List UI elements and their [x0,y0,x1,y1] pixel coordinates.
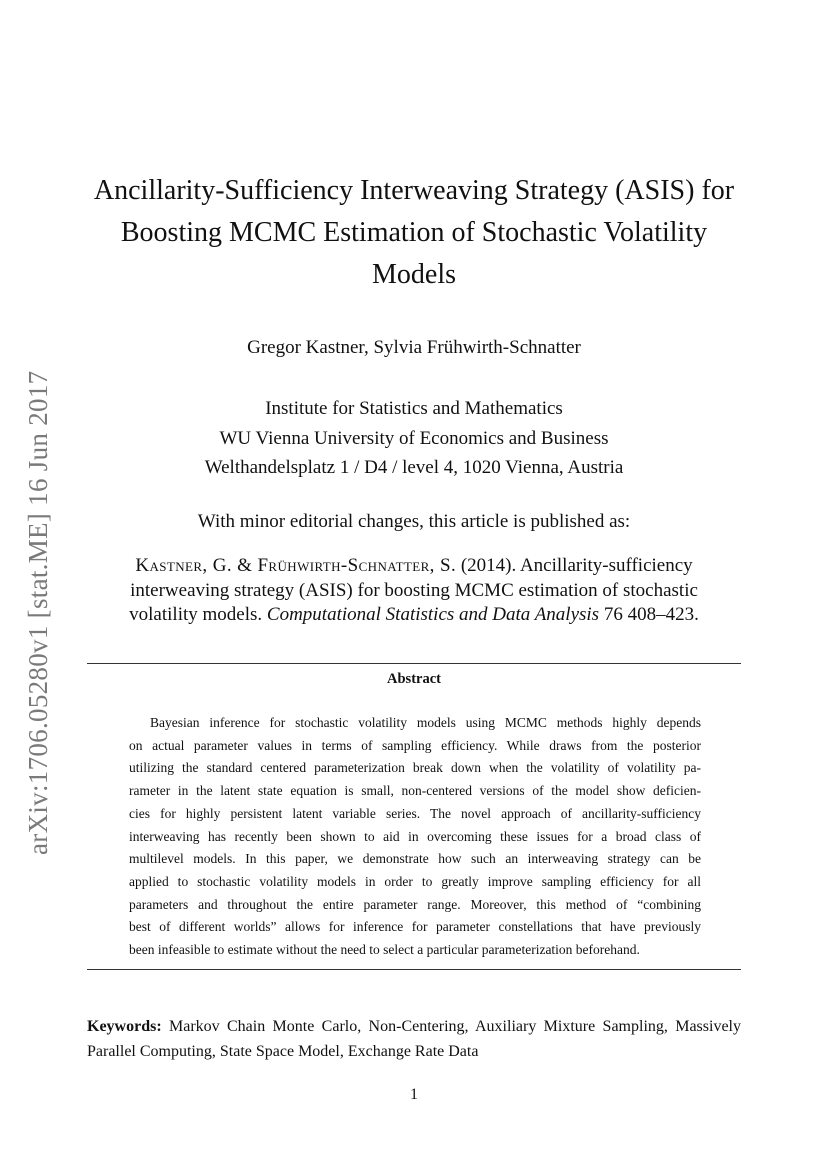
paper-title [80,170,748,296]
keywords-line-1 [87,1015,741,1040]
abstract-bottom-rule [87,969,741,970]
abstract-top-rule [87,663,741,664]
keywords-list-start: Markov Chain Monte Carlo, Non-Centering, Auxiliary Mixture Sampling, Massively [161,1018,741,1035]
abstract-line: interweaving has recently been shown to aid in overcoming these issues for a broad class of [129,828,701,844]
title-line: Models [372,259,456,290]
keywords-line-2: Parallel Computing, State Space Model, Exchange Rate Data [87,1042,479,1060]
citation-authors: Kastner, G. & Frühwirth-Schnatter, S. [135,555,457,576]
arxiv-identifier-stamp: arXiv:1706.05280v1 [stat.ME] 16 Jun 2017 [23,370,53,855]
abstract-line: rameter in the latent state equation is small, non-centered versions of the model show deficien- [129,783,701,799]
affiliation-line: WU Vienna University of Economics and Business [219,427,609,449]
affiliation-block [80,394,748,483]
citation-block [80,554,748,628]
publication-note: With minor editorial changes, this article is published as: [197,511,631,532]
abstract-heading: Abstract [387,671,441,687]
citation-journal: Computational Statistics and Data Analysis [266,604,600,625]
author-list: Gregor Kastner, Sylvia Frühwirth-Schnatter [247,337,581,358]
abstract-line: been infeasible to estimate without the need to select a particular parameterization beforehand. [129,942,640,958]
page-number: 1 [410,1086,418,1103]
abstract-line: best of different worlds” allows for inference for parameter constellations that have previously [129,919,701,935]
citation-line-3 [80,603,748,628]
keywords-block [87,1015,741,1064]
title-line: Ancillarity-Sufficiency Interweaving Strategy (ASIS) for [93,175,735,206]
abstract-line: Bayesian inference for stochastic volatility models using MCMC methods highly depends [150,715,701,730]
keywords-label: Keywords: [87,1018,162,1035]
abstract-line: on actual parameter values in terms of sampling efficiency. While draws from the posterior [129,737,701,753]
citation-title-end: volatility models. [129,604,267,625]
abstract-line: cies for highly persistent latent variable series. The novel approach of ancillarity-sufficiency [129,805,701,821]
citation-line-2: interweaving strategy (ASIS) for boosting MCMC estimation of stochastic [130,579,698,601]
abstract-line: parameters and throughout the entire parameter range. Moreover, this method of “combining [129,896,701,912]
abstract-line: applied to stochastic volatility models in order to greatly improve sampling efficiency for all [129,873,701,889]
abstract-line: multilevel models. In this paper, we demonstrate how such an interweaving strategy can be [129,851,701,867]
citation-line-1 [80,554,748,579]
abstract-line: utilizing the standard centered parameterization break down when the volatility of volatility pa- [129,760,701,776]
citation-year-title: (2014). Ancillarity-sufficiency [456,555,693,576]
affiliation-line: Welthandelsplatz 1 / D4 / level 4, 1020 Vienna, Austria [204,457,624,478]
title-line: Boosting MCMC Estimation of Stochastic Volatility [120,217,708,248]
citation-volume-pages: 76 408–423. [599,604,699,625]
abstract-body [129,712,701,962]
affiliation-line: Institute for Statistics and Mathematics [265,398,563,419]
